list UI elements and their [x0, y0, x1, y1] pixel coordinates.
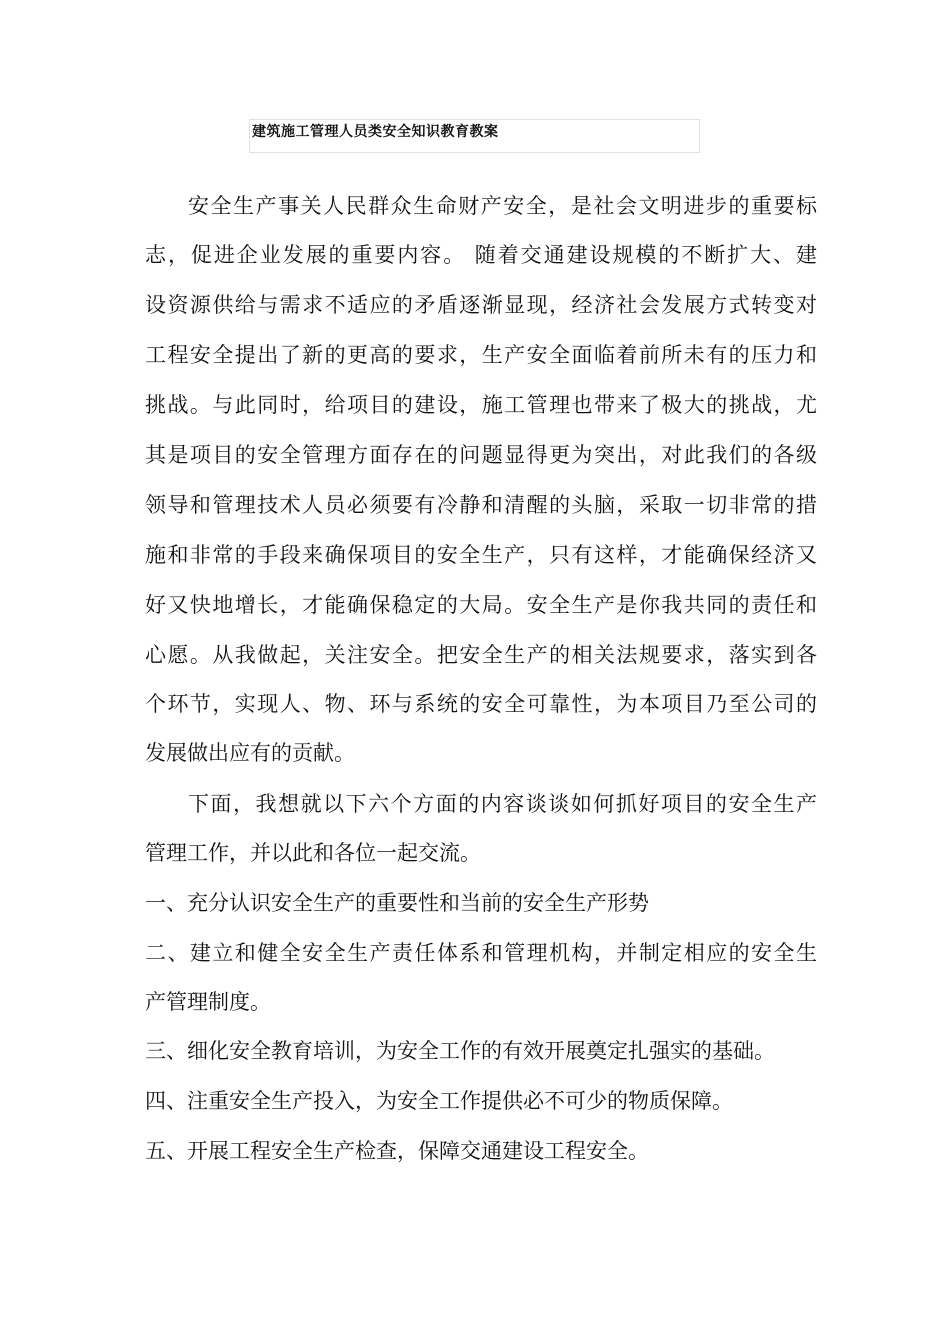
list-item: 三、细化安全教育培训，为安全工作的有效开展奠定扎强实的基础。 — [145, 1039, 775, 1063]
body-line: 管理工作，并以此和各位一起交流。 — [145, 841, 481, 865]
body-line: 志，促进企业发展的重要内容。 随着交通建设规模的不断扩大、建 — [145, 243, 817, 267]
body-line: 设资源供给与需求不适应的矛盾逐渐显现，经济社会发展方式转变对 — [145, 293, 817, 317]
list-item: 五、开展工程安全生产检查，保障交通建设工程安全。 — [145, 1139, 649, 1163]
list-item-continuation: 产管理制度。 — [145, 990, 271, 1014]
body-line: 施和非常的手段来确保项目的安全生产，只有这样，才能确保经济又 — [145, 543, 817, 567]
body-line: 领导和管理技术人员必须要有冷静和清醒的头脑，采取一切非常的措 — [145, 493, 817, 517]
body-line: 其是项目的安全管理方面存在的问题显得更为突出，对此我们的各级 — [145, 443, 817, 467]
body-line: 个环节，实现人、物、环与系统的安全可靠性，为本项目乃至公司的 — [145, 692, 817, 716]
body-line: 工程安全提出了新的更高的要求，生产安全面临着前所未有的压力和 — [145, 343, 817, 367]
list-item: 一、充分认识安全生产的重要性和当前的安全生产形势 — [145, 891, 649, 915]
body-line: 发展做出应有的贡献。 — [145, 741, 355, 765]
list-item: 四、注重安全生产投入，为安全工作提供必不可少的物质保障。 — [145, 1089, 733, 1113]
body-line: 好又快地增长，才能确保稳定的大局。安全生产是你我共同的责任和 — [145, 593, 817, 617]
document-title: 建筑施工管理人员类安全知识教育教案 — [252, 124, 499, 140]
list-item: 二、建立和健全安全生产责任体系和管理机构，并制定相应的安全生 — [145, 941, 817, 965]
body-line: 安全生产事关人民群众生命财产安全，是社会文明进步的重要标 — [188, 194, 817, 218]
body-line: 下面，我想就以下六个方面的内容谈谈如何抓好项目的安全生产 — [188, 792, 817, 816]
body-line: 心愿。从我做起，关注安全。把安全生产的相关法规要求，落实到各 — [145, 643, 817, 667]
body-line: 挑战。与此同时，给项目的建设，施工管理也带来了极大的挑战，尤 — [145, 393, 817, 417]
